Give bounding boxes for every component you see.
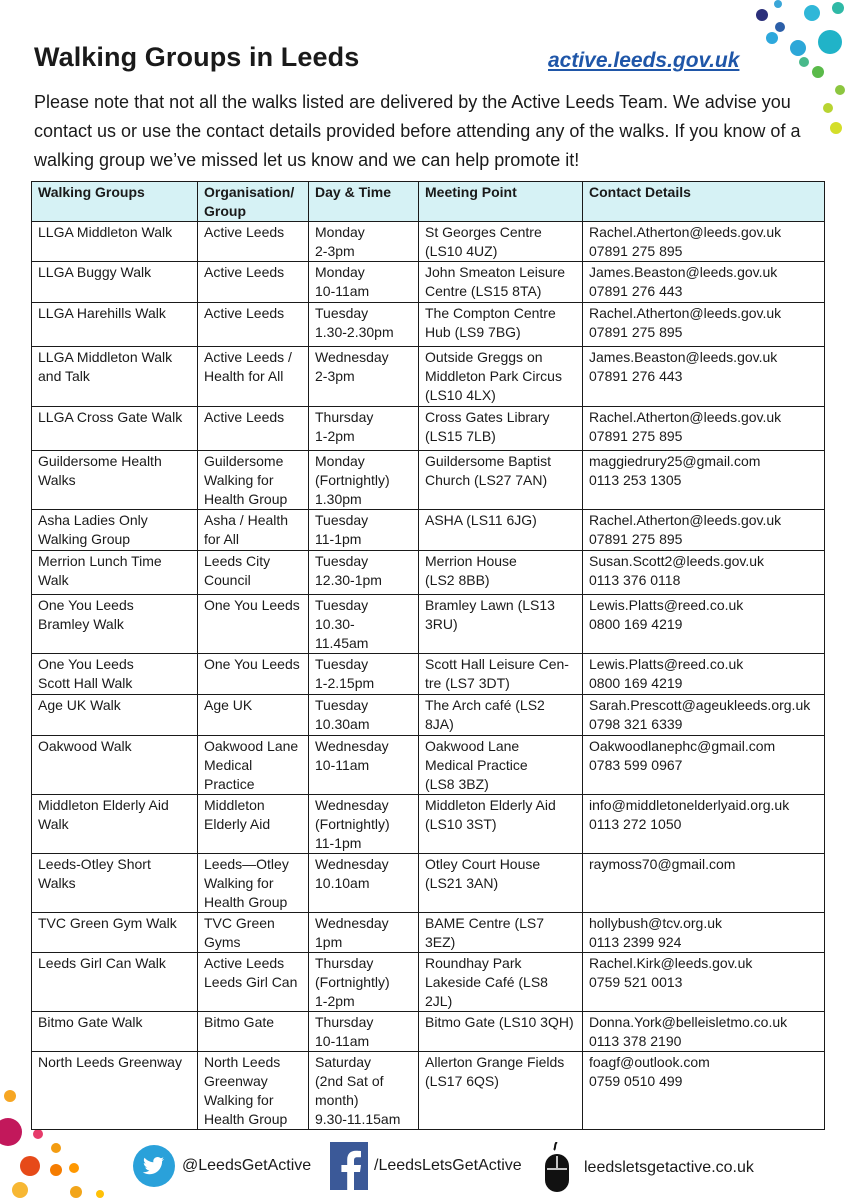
walking-groups-table (31, 181, 825, 1130)
cell-meeting-point (419, 795, 583, 854)
cell-line: Wednesday (315, 738, 389, 754)
cell-line: 10.30- (315, 616, 355, 632)
cell-line: 1-2.15pm (315, 675, 375, 691)
cell-line: Tuesday (315, 697, 369, 713)
cell-line: 3RU) (425, 616, 458, 632)
cell-line[interactable]: maggiedrury25@gmail.com (589, 453, 761, 469)
cell-line: Bramley Lawn (LS13 (425, 597, 555, 613)
cell-line: 11-1pm (315, 835, 362, 851)
twitter-handle: @LeedsGetActive (182, 1157, 312, 1174)
cell-organisation (198, 736, 309, 795)
cell-line: Asha Ladies Only (38, 512, 148, 528)
cell-meeting-point (419, 222, 583, 262)
cell-line[interactable]: 0113 2399 924 (589, 934, 682, 950)
cell-organisation (198, 510, 309, 551)
cell-line: LLGA Middleton Walk (38, 224, 173, 240)
cell-line[interactable]: 0113 253 1305 (589, 472, 682, 488)
cell-contact-details (583, 510, 825, 551)
cell-line: Walking for (204, 472, 274, 488)
cell-line: 10.30am (315, 716, 370, 732)
cell-line: TVC Green Gym Walk (38, 915, 177, 931)
twitter-icon (132, 1144, 176, 1188)
cell-line: Bitmo Gate (LS10 3QH) (425, 1014, 574, 1030)
table-body (32, 222, 825, 1130)
cell-line: Bitmo Gate (204, 1014, 275, 1030)
cell-line: (Fortnightly) (315, 472, 390, 488)
cell-meeting-point (419, 551, 583, 595)
cell-meeting-point (419, 953, 583, 1012)
cell-line[interactable]: 0759 0510 499 (589, 1073, 683, 1089)
cell-walking-group (32, 222, 198, 262)
cell-line[interactable]: 0113 376 0118 (589, 572, 681, 588)
cell-line: Oakwood Walk (38, 738, 132, 754)
cell-contact-details (583, 595, 825, 654)
table-row (32, 654, 825, 695)
cell-line[interactable]: 0113 378 2190 (589, 1033, 682, 1049)
cell-line: Merrion Lunch Time (38, 553, 162, 569)
cell-line: (LS2 8BB) (425, 572, 490, 588)
cell-line: 10.10am (315, 875, 370, 891)
cell-meeting-point (419, 1052, 583, 1130)
cell-contact-details (583, 303, 825, 347)
cell-line: Leeds City (204, 553, 271, 569)
cell-contact-details (583, 222, 825, 262)
cell-contact-details (583, 407, 825, 451)
cell-walking-group (32, 551, 198, 595)
cell-organisation (198, 303, 309, 347)
cell-line: Walking for (204, 875, 274, 891)
cell-walking-group (32, 736, 198, 795)
table-row (32, 262, 825, 303)
cell-line: One You Leeds (38, 597, 134, 613)
cell-meeting-point (419, 654, 583, 695)
cell-line: month) (315, 1092, 359, 1108)
cell-line: Guildersome Health (38, 453, 162, 469)
cell-walking-group (32, 795, 198, 854)
cell-line: LLGA Harehills Walk (38, 305, 166, 321)
cell-line: Guildersome Baptist (425, 453, 552, 469)
cell-line: 2-3pm (315, 243, 355, 259)
cell-line: Thursday (315, 955, 374, 971)
cell-line: Guildersome (204, 453, 284, 469)
cell-line[interactable]: hollybush@tcv.org.uk (589, 915, 723, 931)
cell-contact-details (583, 347, 825, 407)
cell-contact-details (583, 654, 825, 695)
cell-line: 12.30-1pm (315, 572, 382, 588)
cell-line: Elderly Aid (204, 816, 271, 832)
cell-line[interactable]: Rachel.Atherton@leeds.gov.uk (589, 409, 782, 425)
facebook-page: /LeedsLetsGetActive (374, 1157, 522, 1174)
cell-contact-details (583, 1052, 825, 1130)
cell-line: Walks (38, 875, 76, 891)
cell-line[interactable]: Lewis.Platts@reed.co.uk (589, 597, 744, 613)
cell-day-time (309, 795, 419, 854)
cell-day-time (309, 551, 419, 595)
cell-meeting-point (419, 451, 583, 510)
cell-walking-group (32, 1052, 198, 1130)
cell-line[interactable]: foagf@outlook.com (589, 1054, 710, 1070)
cell-contact-details (583, 795, 825, 854)
cell-organisation (198, 222, 309, 262)
table-row (32, 1012, 825, 1052)
table-row (32, 407, 825, 451)
table-row (32, 551, 825, 595)
cell-contact-details (583, 1012, 825, 1052)
cell-line[interactable]: 0783 599 0967 (589, 757, 683, 773)
footer-facebook[interactable] (330, 1142, 522, 1190)
cell-line: (2nd Sat of (315, 1073, 384, 1089)
cell-line: Medical Practice (425, 757, 528, 773)
website-address: leedsletsgetactive.co.uk (584, 1159, 754, 1176)
cell-meeting-point (419, 913, 583, 953)
cell-line: 11.45am (315, 635, 369, 651)
cell-line: Middleton Park Circus (425, 368, 562, 384)
cell-line: Active Leeds (204, 409, 285, 425)
cell-line: Leeds-Otley Short (38, 856, 151, 872)
cell-organisation (198, 347, 309, 407)
cell-contact-details (583, 451, 825, 510)
page-title: Walking Groups in Leeds (34, 42, 360, 72)
footer-twitter[interactable] (132, 1144, 311, 1188)
cell-line: Thursday (315, 409, 374, 425)
column-header-walking-groups: Walking Groups (32, 182, 198, 222)
cell-line[interactable]: 0113 272 1050 (589, 816, 682, 832)
cell-day-time (309, 1012, 419, 1052)
cell-line[interactable]: Rachel.Kirk@leeds.gov.uk (589, 955, 753, 971)
cell-line: 11-1pm (315, 531, 362, 547)
cell-organisation (198, 854, 309, 913)
cell-line: 1pm (315, 934, 343, 950)
cell-contact-details (583, 262, 825, 303)
table-row (32, 795, 825, 854)
cell-meeting-point (419, 854, 583, 913)
table-row (32, 595, 825, 654)
cell-line: Active Leeds / (204, 349, 292, 365)
cell-line: (LS21 3AN) (425, 875, 499, 891)
cell-meeting-point (419, 595, 583, 654)
cell-line: 1.30-2.30pm (315, 324, 394, 340)
cell-line[interactable]: Susan.Scott2@leeds.gov.uk (589, 553, 765, 569)
cell-day-time (309, 510, 419, 551)
cell-contact-details (583, 913, 825, 953)
cell-line: Hub (LS9 7BG) (425, 324, 521, 340)
table-row (32, 736, 825, 795)
cell-line: Merrion House (425, 553, 517, 569)
cell-line: Cross Gates Library (425, 409, 550, 425)
table-row (32, 953, 825, 1012)
cell-line: One You Leeds (204, 656, 300, 672)
cell-line: Middleton Elderly Aid (425, 797, 556, 813)
cell-day-time (309, 953, 419, 1012)
cell-line[interactable]: info@middletonelderlyaid.org.uk (589, 797, 790, 813)
cell-line: Walks (38, 472, 76, 488)
cell-walking-group (32, 347, 198, 407)
cell-line[interactable]: Rachel.Atherton@leeds.gov.uk (589, 512, 782, 528)
cell-line: The Compton Centre (425, 305, 556, 321)
cell-line: (LS10 4UZ) (425, 243, 498, 259)
cell-line: LLGA Cross Gate Walk (38, 409, 183, 425)
cell-day-time (309, 736, 419, 795)
cell-walking-group (32, 303, 198, 347)
cell-contact-details (583, 736, 825, 795)
footer (0, 1138, 848, 1200)
table-row (32, 1052, 825, 1130)
cell-line: Tuesday (315, 512, 369, 528)
cell-line[interactable]: 0759 521 0013 (589, 974, 683, 990)
website-link[interactable]: active.leeds.gov.uk (548, 49, 740, 72)
cell-line[interactable]: Oakwoodlanephc@gmail.com (589, 738, 776, 754)
cell-line: Outside Greggs on (425, 349, 543, 365)
cell-line: Walking for (204, 1092, 274, 1108)
table-header-row (32, 182, 825, 222)
cell-line: Gyms (204, 934, 241, 950)
cell-line: and Talk (38, 368, 90, 384)
cell-line: Leeds Girl Can (204, 974, 298, 990)
mouse-icon (542, 1142, 572, 1194)
cell-line: 1-2pm (315, 993, 355, 1009)
cell-organisation (198, 695, 309, 736)
cell-line: Health for All (204, 368, 284, 384)
column-header-meeting-point: Meeting Point (419, 182, 583, 222)
cell-line: One You Leeds (38, 656, 134, 672)
cell-line: for All (204, 531, 240, 547)
cell-organisation (198, 913, 309, 953)
cell-line: LLGA Buggy Walk (38, 264, 152, 280)
cell-day-time (309, 1052, 419, 1130)
cell-meeting-point (419, 1012, 583, 1052)
cell-walking-group (32, 510, 198, 551)
table-row (32, 303, 825, 347)
cell-line: Monday (315, 453, 365, 469)
cell-line: Asha / Health (204, 512, 289, 528)
cell-line: The Arch café (LS2 8JA) (425, 697, 545, 732)
cell-meeting-point (419, 407, 583, 451)
facebook-icon (330, 1142, 368, 1190)
cell-line: Middleton Elderly Aid (38, 797, 169, 813)
table-row (32, 347, 825, 407)
cell-line[interactable]: 07891 275 895 (589, 428, 683, 444)
column-header-organisation: Organisation/ Group (198, 182, 309, 222)
cell-day-time (309, 262, 419, 303)
cell-line: (LS10 3ST) (425, 816, 497, 832)
table-row (32, 854, 825, 913)
cell-line: TVC Green (204, 915, 275, 931)
cell-line: Wednesday (315, 856, 389, 872)
cell-line: Wednesday (315, 915, 389, 931)
cell-contact-details (583, 854, 825, 913)
cell-line: Saturday (315, 1054, 372, 1070)
cell-line[interactable]: 07891 275 895 (589, 243, 683, 259)
cell-day-time (309, 303, 419, 347)
cell-line: Walking Group (38, 531, 131, 547)
cell-meeting-point (419, 736, 583, 795)
cell-line: Active Leeds (204, 305, 285, 321)
cell-line: 10-11am (315, 283, 370, 299)
cell-line: Walk (38, 572, 69, 588)
cell-walking-group (32, 595, 198, 654)
cell-day-time (309, 913, 419, 953)
cell-line[interactable]: 07891 276 443 (589, 368, 683, 384)
cell-line[interactable]: Rachel.Atherton@leeds.gov.uk (589, 224, 782, 240)
cell-line: 9.30-11.15am (315, 1111, 401, 1127)
cell-line: Tuesday (315, 656, 369, 672)
cell-line: 1-2pm (315, 428, 355, 444)
cell-organisation (198, 1052, 309, 1130)
cell-line: Allerton Grange Fields (425, 1054, 565, 1070)
cell-organisation (198, 654, 309, 695)
cell-day-time (309, 695, 419, 736)
cell-line: Centre (LS15 8TA) (425, 283, 542, 299)
cell-day-time (309, 654, 419, 695)
cell-meeting-point (419, 262, 583, 303)
cell-line: St Georges Centre (425, 224, 542, 240)
cell-contact-details (583, 695, 825, 736)
cell-line: 2-3pm (315, 368, 355, 384)
cell-line: (Fortnightly) (315, 974, 390, 990)
cell-line: Middleton (204, 797, 265, 813)
cell-line: Health Group (204, 894, 288, 910)
cell-line: North Leeds Greenway (38, 1054, 182, 1070)
cell-line[interactable]: Rachel.Atherton@leeds.gov.uk (589, 305, 782, 321)
cell-line[interactable]: James.Beaston@leeds.gov.uk (589, 349, 778, 365)
cell-line[interactable]: Lewis.Platts@reed.co.uk (589, 656, 744, 672)
cell-organisation (198, 262, 309, 303)
cell-line: Age UK (204, 697, 253, 713)
cell-walking-group (32, 854, 198, 913)
cell-organisation (198, 795, 309, 854)
cell-line: (LS17 6QS) (425, 1073, 499, 1089)
cell-line: North Leeds (204, 1054, 281, 1070)
cell-line: (LS8 3BZ) (425, 776, 489, 792)
cell-meeting-point (419, 303, 583, 347)
cell-line: One You Leeds (204, 597, 300, 613)
cell-line: Church (LS27 7AN) (425, 472, 548, 488)
cell-walking-group (32, 262, 198, 303)
cell-line: BAME Centre (LS7 3EZ) (425, 915, 545, 950)
cell-line: Oakwood Lane (425, 738, 520, 754)
cell-line[interactable]: Donna.York@belleisletmo.co.uk (589, 1014, 788, 1030)
cell-contact-details (583, 953, 825, 1012)
cell-line: ASHA (LS11 6JG) (425, 512, 537, 528)
cell-line: Leeds—Otley (204, 856, 289, 872)
cell-line: Age UK Walk (38, 697, 121, 713)
cell-walking-group (32, 695, 198, 736)
cell-walking-group (32, 451, 198, 510)
cell-walking-group (32, 654, 198, 695)
cell-line: Thursday (315, 1014, 374, 1030)
cell-line: Active Leeds (204, 955, 285, 971)
cell-day-time (309, 854, 419, 913)
cell-line: Leeds Girl Can Walk (38, 955, 166, 971)
cell-line: Tuesday (315, 553, 369, 569)
cell-line: Scott Hall Leisure Cen- (425, 656, 569, 672)
cell-line[interactable]: 07891 275 895 (589, 531, 683, 547)
cell-line: Lakeside Café (LS8 2JL) (425, 974, 548, 1009)
cell-line[interactable]: 07891 276 443 (589, 283, 683, 299)
cell-line: Bitmo Gate Walk (38, 1014, 143, 1030)
cell-line: Otley Court House (425, 856, 541, 872)
cell-meeting-point (419, 347, 583, 407)
cell-line: Health Group (204, 491, 288, 507)
cell-line: Active Leeds (204, 264, 285, 280)
cell-organisation (198, 451, 309, 510)
cell-line: Practice (204, 776, 255, 792)
cell-line[interactable]: raymoss70@gmail.com (589, 856, 736, 872)
cell-line: Medical (204, 757, 253, 773)
table-row (32, 510, 825, 551)
cell-walking-group (32, 953, 198, 1012)
cell-line: Wednesday (315, 797, 389, 813)
cell-line: Wednesday (315, 349, 389, 365)
cell-line: Monday (315, 264, 365, 280)
cell-line: 10-11am (315, 757, 370, 773)
cell-day-time (309, 595, 419, 654)
cell-organisation (198, 953, 309, 1012)
cell-day-time (309, 407, 419, 451)
cell-line[interactable]: 0798 321 6339 (589, 716, 683, 732)
cell-organisation (198, 407, 309, 451)
cell-meeting-point (419, 695, 583, 736)
cell-line: Council (204, 572, 251, 588)
cell-line: Active Leeds (204, 224, 285, 240)
cell-line[interactable]: 0800 169 4219 (589, 616, 683, 632)
cell-line[interactable]: 0800 169 4219 (589, 675, 683, 691)
cell-line: tre (LS7 3DT) (425, 675, 510, 691)
cell-organisation (198, 551, 309, 595)
cell-line: Walk (38, 816, 69, 832)
column-header-contact-details: Contact Details (583, 182, 825, 222)
cell-contact-details (583, 551, 825, 595)
cell-line: Roundhay Park (425, 955, 522, 971)
cell-line: Bramley Walk (38, 616, 124, 632)
cell-line: (Fortnightly) (315, 816, 390, 832)
cell-line: Oakwood Lane (204, 738, 299, 754)
cell-line[interactable]: 07891 275 895 (589, 324, 683, 340)
cell-line: (LS15 7LB) (425, 428, 496, 444)
table-row (32, 913, 825, 953)
cell-line[interactable]: Sarah.Prescott@ageukleeds.org.uk (589, 697, 811, 713)
cell-organisation (198, 595, 309, 654)
cell-day-time (309, 347, 419, 407)
cell-line: LLGA Middleton Walk (38, 349, 173, 365)
table-row (32, 451, 825, 510)
cell-line: John Smeaton Leisure (425, 264, 566, 280)
cell-line: Tuesday (315, 305, 369, 321)
cell-line: 10-11am (315, 1033, 370, 1049)
cell-walking-group (32, 407, 198, 451)
cell-line: Monday (315, 224, 365, 240)
cell-walking-group (32, 913, 198, 953)
cell-line: Scott Hall Walk (38, 675, 133, 691)
table-row (32, 695, 825, 736)
footer-website[interactable] (542, 1142, 754, 1194)
cell-line[interactable]: James.Beaston@leeds.gov.uk (589, 264, 778, 280)
cell-line: Health Group (204, 1111, 288, 1127)
cell-organisation (198, 1012, 309, 1052)
column-header-day-time: Day & Time (309, 182, 419, 222)
cell-walking-group (32, 1012, 198, 1052)
cell-day-time (309, 451, 419, 510)
intro-paragraph: Please note that not all the walks listed are delivered by the Active Leeds Team. We advise you contact us or use the contact details provided before attending any of the walks. If you know of a walking group we’ve missed let us know and we can help promote it! (34, 92, 801, 170)
cell-line: (LS10 4LX) (425, 387, 496, 403)
cell-line: Greenway (204, 1073, 268, 1089)
cell-day-time (309, 222, 419, 262)
cell-line: 1.30pm (315, 491, 362, 507)
cell-meeting-point (419, 510, 583, 551)
table-row (32, 222, 825, 262)
cell-line: Tuesday (315, 597, 369, 613)
